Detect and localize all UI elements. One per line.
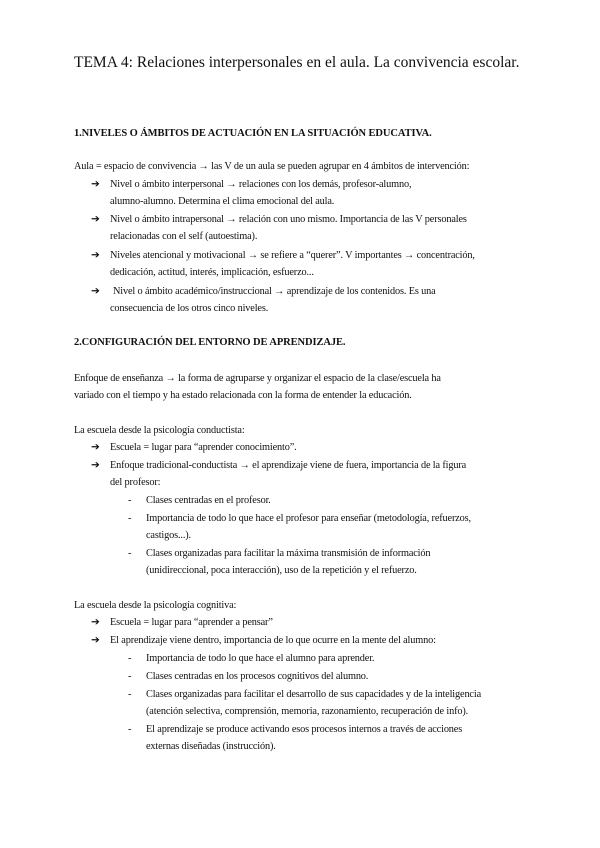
sub-list-item-continued: (atención selectiva, comprensión, memoria, razonamiento, recuperación de info). — [146, 706, 469, 717]
sub-list-item-continued: (unidireccional, poca interacción), uso de la repetición y el refuerzo. — [146, 565, 417, 576]
cognitiva-label: La escuela desde la psicología cognitiva: — [74, 600, 237, 611]
sub-list-item: Clases organizadas para facilitar la máxima transmisión de información — [146, 548, 431, 559]
arrow-bullet-icon: ➔ — [91, 635, 100, 646]
document-title: TEMA 4: Relaciones interpersonales en el aula. La convivencia escolar. — [74, 54, 520, 71]
arrow-bullet-icon: ➔ — [91, 286, 100, 297]
list-item: Nivel o ámbito académico/instruccional → aprendizaje de los contenidos. Es una — [113, 286, 436, 297]
section-1-intro: Aula = espacio de convivencia → las V de un aula se pueden agrupar en 4 ámbitos de intervención: — [74, 161, 470, 172]
sub-list-item-continued: externas diseñadas (instrucción). — [146, 741, 276, 752]
section-2-intro-line-1: Enfoque de enseñanza → la forma de agruparse y organizar el espacio de la clase/escuela ha — [74, 373, 441, 384]
list-item-continued: relacionadas con el self (autoestima). — [110, 231, 258, 242]
dash-bullet-icon: - — [128, 548, 132, 559]
list-item: Niveles atencional y motivacional → se refiere a “querer”. V importantes → concentración, — [110, 250, 475, 261]
sub-list-item: Importancia de todo lo que hace el profesor para enseñar (metodología, refuerzos, — [146, 513, 471, 524]
dash-bullet-icon: - — [128, 653, 132, 664]
list-item: Enfoque tradicional-conductista → el aprendizaje viene de fuera, importancia de la figura — [110, 460, 467, 471]
list-item: Escuela = lugar para “aprender a pensar” — [110, 617, 273, 628]
section-1-heading: 1.NIVELES O ÁMBITOS DE ACTUACIÓN EN LA SITUACIÓN EDUCATIVA. — [74, 128, 432, 139]
list-item-continued: consecuencia de los otros cinco niveles. — [110, 303, 269, 314]
arrow-bullet-icon: ➔ — [91, 214, 100, 225]
list-item: Escuela = lugar para “aprender conocimiento”. — [110, 442, 297, 453]
sub-list-item: Clases organizadas para facilitar el desarrollo de sus capacidades y de la inteligencia — [146, 689, 481, 700]
conductista-label: La escuela desde la psicología conductista: — [74, 425, 245, 436]
arrow-bullet-icon: ➔ — [91, 250, 100, 261]
section-2-heading: 2.CONFIGURACIÓN DEL ENTORNO DE APRENDIZAJE. — [74, 337, 346, 348]
list-item-continued: alumno-alumno. Determina el clima emocional del aula. — [110, 196, 335, 207]
sub-list-item: Clases centradas en el profesor. — [146, 495, 271, 506]
list-item: Nivel o ámbito intrapersonal → relación con uno mismo. Importancia de las V personales — [110, 214, 467, 225]
arrow-bullet-icon: ➔ — [91, 442, 100, 453]
section-2-intro-line-2: variado con el tiempo y ha estado relacionada con la forma de entender la educación. — [74, 390, 412, 401]
dash-bullet-icon: - — [128, 689, 132, 700]
sub-list-item: Importancia de todo lo que hace el alumno para aprender. — [146, 653, 375, 664]
list-item: Nivel o ámbito interpersonal → relaciones con los demás, profesor-alumno, — [110, 179, 412, 190]
arrow-bullet-icon: ➔ — [91, 460, 100, 471]
list-item-continued: dedicación, actitud, interés, implicación, esfuerzo... — [110, 267, 314, 278]
sub-list-item: El aprendizaje se produce activando esos procesos internos a través de acciones — [146, 724, 463, 735]
arrow-bullet-icon: ➔ — [91, 617, 100, 628]
sub-list-item: Clases centradas en los procesos cognitivos del alumno. — [146, 671, 369, 682]
list-item: El aprendizaje viene dentro, importancia de lo que ocurre en la mente del alumno: — [110, 635, 436, 646]
dash-bullet-icon: - — [128, 724, 132, 735]
dash-bullet-icon: - — [128, 671, 132, 682]
sub-list-item-continued: castigos...). — [146, 530, 191, 541]
dash-bullet-icon: - — [128, 495, 132, 506]
arrow-bullet-icon: ➔ — [91, 179, 100, 190]
list-item-continued: del profesor: — [110, 477, 161, 488]
dash-bullet-icon: - — [128, 513, 132, 524]
